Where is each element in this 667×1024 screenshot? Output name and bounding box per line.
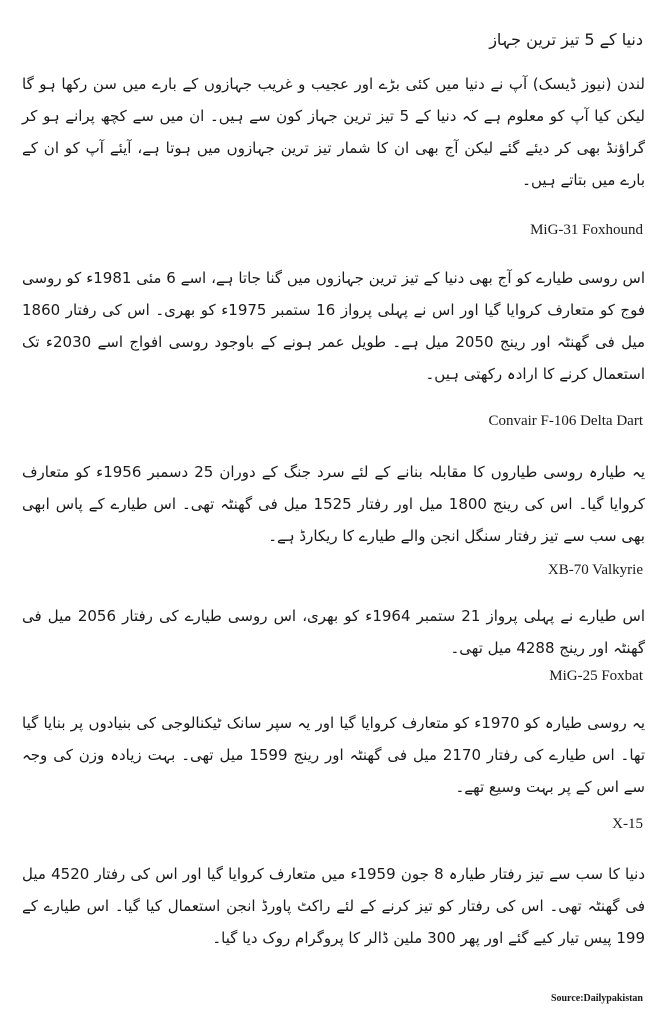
section-heading-mig25: MiG-25 Foxbat [549, 668, 643, 684]
section-text-xb70: اس طیارے نے پہلی پرواز 21 ستمبر 1964ء کو بھری، اس روسی طیارے کی رفتار 2056 میل فی گھنٹہ اور رینج 4288 میل تھی۔ [22, 607, 645, 657]
source-credit: Source:Dailypakistan [550, 993, 643, 1004]
section-text-mig31: اس روسی طیارے کو آج بھی دنیا کے تیز ترین جہازوں میں گنا جاتا ہے، اسے 6 مئی 1981ء کو روسی فوج کو متعارف کروایا گیا اور اس نے پہلی پرواز 16 ستمبر 1975ء کو بھری۔ اس کی رفتار 1860 میل فی گھنٹہ اور رینج 2050 میل ہے۔ طویل عمر ہونے کے باوجود روسی افواج اسے 2030ء تک استعمال کرنے کا ارادہ رکھتی ہیں۔ [22, 269, 646, 383]
section-text-mig25: یہ روسی طیارہ کو 1970ء کو متعارف کروایا گیا اور یہ سپر سانک ٹیکنالوجی کی بنیادوں پر بنایا گیا تھا۔ اس طیارے کی رفتار 2170 میل فی گھنٹہ اور رینج 1599 میل تھی۔ بہت زیادہ وزن کی وجہ سے اس کے پر بہت وسیع تھے۔ [22, 714, 646, 796]
article-title: دنیا کے 5 تیز ترین جہاز [489, 30, 643, 49]
intro-paragraph: لندن (نیوز ڈیسک) آپ نے دنیا میں کئی بڑے اور عجیب و غریب جہازوں کے بارے میں سن رکھا ہو گا لیکن کیا آپ کو معلوم ہے کہ دنیا کے 5 تیز ترین جہاز کون سے ہیں۔ ان میں سے کچھ پرانے ہو کر گراؤنڈ بھی کر دیئے گئے لیکن آج بھی ان کا شمار تیز ترین جہازوں میں ہوتا ہے، آیئے آپ کو ان کے بارے میں بتاتے ہیں۔ [22, 75, 645, 189]
section-heading-xb70: XB-70 Valkyrie [547, 562, 643, 578]
section-heading-mig31: MiG-31 Foxhound [530, 222, 643, 238]
section-heading-convair: Convair F-106 Delta Dart [488, 413, 643, 429]
section-text-x15: دنیا کا سب سے تیز رفتار طیارہ 8 جون 1959ء میں متعارف کروایا گیا اور اس کی رفتار 4520 میل فی گھنٹہ تھی۔ اس کی رفتار کو تیز کرنے کے لئے راکٹ پاورڈ انجن استعمال کیا گیا۔ اس طیارے کے 199 پیس تیار کیے گئے اور پھر 300 ملین ڈالر کا پروگرام روک دیا گیا۔ [22, 865, 645, 947]
section-text-convair: یہ طیارہ روسی طیاروں کا مقابلہ بنانے کے لئے سرد جنگ کے دوران 25 دسمبر 1956ء کو متعارف کروایا گیا۔ اس کی رینج 1800 میل اور رفتار 1525 میل فی گھنٹہ تھی۔ اس طیارے کے پاس ابھی بھی سب سے تیز رفتار سنگل انجن والے طیارے کا ریکارڈ ہے۔ [22, 463, 645, 545]
section-heading-x15: X-15 [612, 816, 643, 832]
